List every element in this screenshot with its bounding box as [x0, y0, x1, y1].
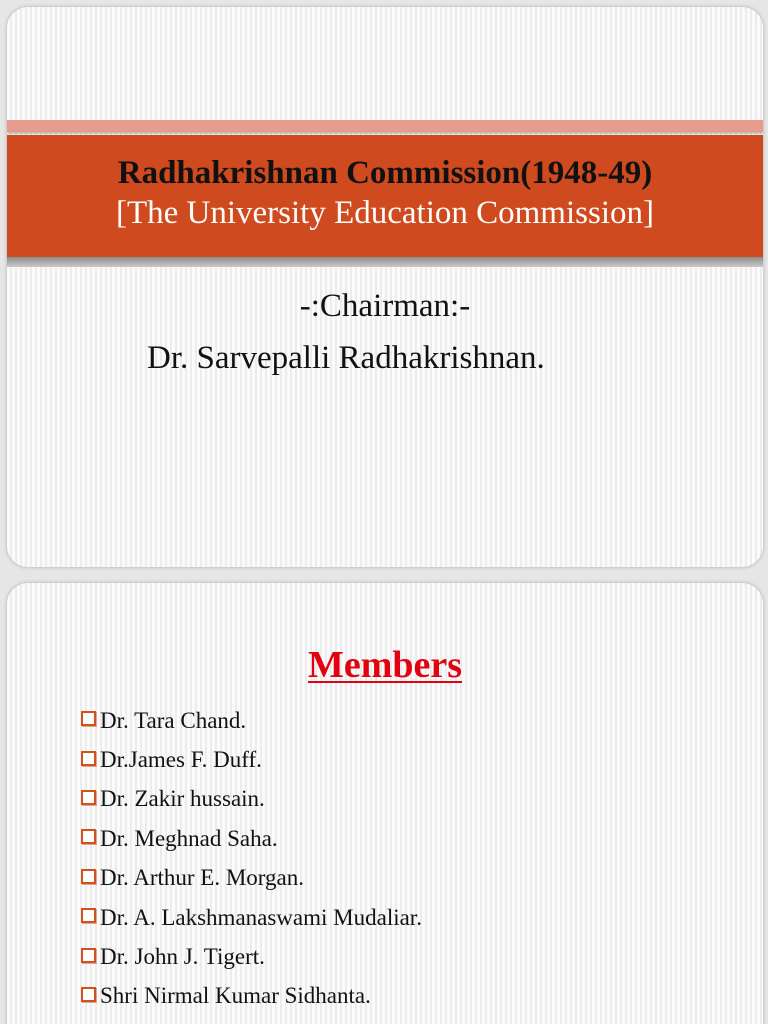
member-name: Shri Nirmal Kumar Sidhanta.	[100, 983, 371, 1009]
square-bullet-icon	[81, 987, 96, 1002]
band-bottom-stripe	[7, 257, 763, 267]
chairman-name: Dr. Sarvepalli Radhakrishnan.	[147, 340, 545, 376]
square-bullet-icon	[81, 751, 96, 766]
square-bullet-icon	[81, 790, 96, 805]
list-item	[81, 740, 422, 779]
members-heading: Members	[307, 644, 463, 686]
member-name: Dr. John J. Tigert.	[100, 944, 265, 970]
slide-commission-title	[6, 6, 764, 568]
band-top-stripe	[7, 120, 763, 132]
chairman-block	[7, 282, 763, 382]
list-item	[81, 898, 422, 937]
slide-title: Radhakrishnan Commission(1948-49)	[117, 155, 653, 191]
slide-members	[6, 582, 764, 1024]
member-name: Dr. A. Lakshmanaswami Mudaliar.	[100, 904, 422, 930]
member-name: Dr. Tara Chand.	[100, 707, 247, 733]
title-band	[7, 135, 763, 257]
square-bullet-icon	[81, 948, 96, 963]
list-item	[81, 819, 422, 858]
chairman-label: -:Chairman:-	[299, 288, 471, 324]
member-name: Dr.James F. Duff.	[100, 747, 262, 773]
square-bullet-icon	[81, 869, 96, 884]
square-bullet-icon	[81, 908, 96, 923]
member-list	[81, 701, 422, 1016]
member-name: Dr. Zakir hussain.	[100, 786, 265, 812]
member-name: Dr. Meghnad Saha.	[100, 825, 278, 851]
square-bullet-icon	[81, 711, 96, 726]
list-item	[81, 977, 422, 1016]
member-name: Dr. Arthur E. Morgan.	[100, 865, 305, 891]
list-item	[81, 701, 422, 740]
square-bullet-icon	[81, 829, 96, 844]
list-item	[81, 780, 422, 819]
slide-subtitle: [The University Education Commission]	[115, 195, 654, 231]
list-item	[81, 859, 422, 898]
list-item	[81, 937, 422, 976]
